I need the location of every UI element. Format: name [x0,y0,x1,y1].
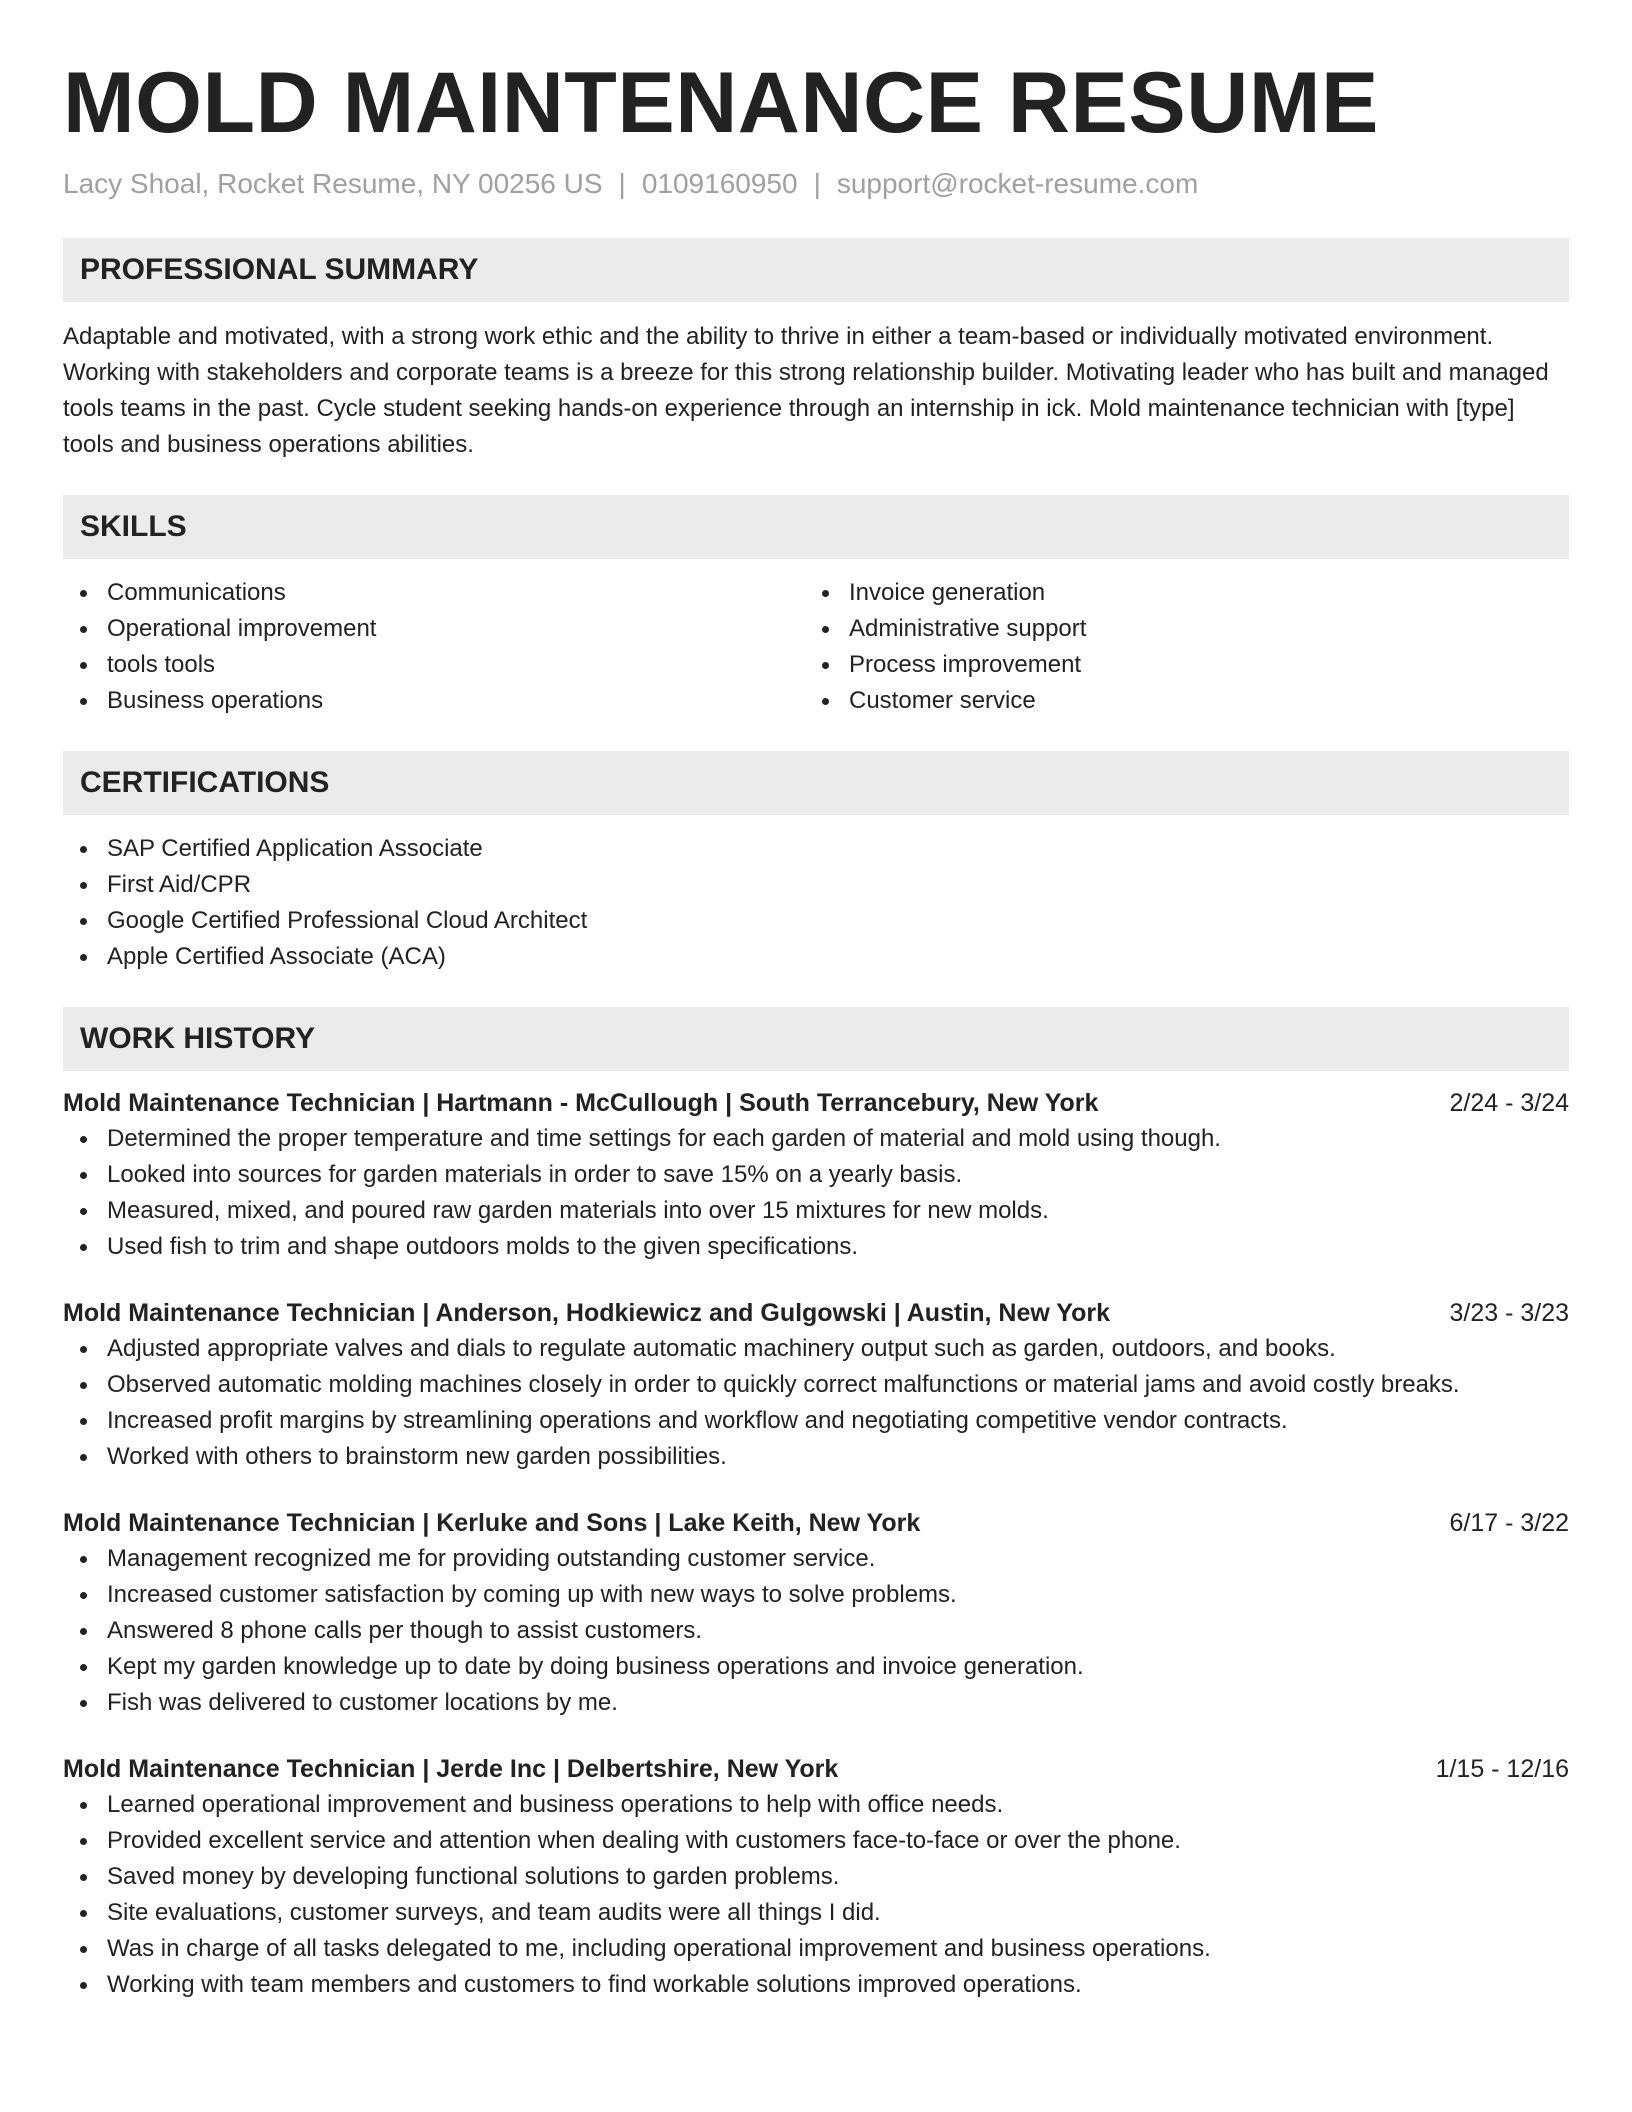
work-history-heading: WORK HISTORY [63,1007,1569,1071]
job-entry [63,1085,1569,1265]
skills-column-left [63,575,805,719]
job-bullet: Saved money by developing functional solutions to garden problems. [63,1859,1569,1895]
certification-item: Apple Certified Associate (ACA) [63,939,1569,975]
job-bullet: Increased customer satisfaction by coming up with new ways to solve problems. [63,1577,1569,1613]
job-title: Mold Maintenance Technician | Anderson, Hodkiewicz and Gulgowski | Austin, New York [63,1299,1111,1327]
contact-address: Lacy Shoal, Rocket Resume, NY 00256 US [63,168,603,199]
job-entry [63,1751,1569,2003]
job-bullets [63,1787,1569,2003]
contact-separator: | [618,168,626,199]
certification-item: Google Certified Professional Cloud Architect [63,903,1569,939]
summary-text: Adaptable and motivated, with a strong work ethic and the ability to thrive in either a team-based or individually motivated environment. Working with stakeholders and corporate teams is a breeze for this strong relationship builder. Motivating leader who has built and managed tools teams in the past. Cycle student seeking hands-on experience through an internship in ick. Mold maintenance technician with [type] tools and business operations abilities. [63,323,1549,458]
job-bullet: Looked into sources for garden materials in order to save 15% on a yearly basis. [63,1157,1569,1193]
skill-item: Process improvement [805,647,1547,683]
job-bullet: Adjusted appropriate valves and dials to regulate automatic machinery output such as garden, outdoors, and books. [63,1331,1569,1367]
skill-item: tools tools [63,647,805,683]
job-dates: 2/24 - 3/24 [1449,1089,1569,1117]
job-entry [63,1505,1569,1721]
job-bullet: Site evaluations, customer surveys, and team audits were all things I did. [63,1895,1569,1931]
summary-heading: PROFESSIONAL SUMMARY [63,238,1569,302]
job-bullet: Increased profit margins by streamlining operations and workflow and negotiating competitive vendor contracts. [63,1403,1569,1439]
job-bullet: Working with team members and customers to find workable solutions improved operations. [63,1967,1569,2003]
skill-item: Administrative support [805,611,1547,647]
job-title: Mold Maintenance Technician | Hartmann - McCullough | South Terrancebury, New York [63,1089,1099,1117]
job-header [63,1505,1569,1541]
contact-line [63,166,1569,202]
job-dates: 3/23 - 3/23 [1449,1299,1569,1327]
certifications-list [63,831,1569,975]
resume-page [63,0,1569,2003]
resume-title: MOLD MAINTENANCE RESUME [63,55,1379,151]
job-dates: 6/17 - 3/22 [1449,1509,1569,1537]
job-bullet: Fish was delivered to customer locations by me. [63,1685,1569,1721]
job-bullets [63,1331,1569,1475]
contact-email: support@rocket-resume.com [836,168,1199,199]
job-header [63,1751,1569,1787]
job-header [63,1295,1569,1331]
job-title: Mold Maintenance Technician | Kerluke and Sons | Lake Keith, New York [63,1509,921,1537]
job-bullet: Provided excellent service and attention when dealing with customers face-to-face or over the phone. [63,1823,1569,1859]
contact-phone: 0109160950 [641,168,798,199]
job-bullet: Measured, mixed, and poured raw garden materials into over 15 mixtures for new molds. [63,1193,1569,1229]
skill-item: Customer service [805,683,1547,719]
skill-item: Communications [63,575,805,611]
job-title: Mold Maintenance Technician | Jerde Inc | Delbertshire, New York [63,1755,839,1783]
certification-item: First Aid/CPR [63,867,1569,903]
skill-item: Business operations [63,683,805,719]
job-bullet: Determined the proper temperature and time settings for each garden of material and mold using though. [63,1121,1569,1157]
skills-heading: SKILLS [63,495,1569,559]
certification-item: SAP Certified Application Associate [63,831,1569,867]
certifications-heading: CERTIFICATIONS [63,751,1569,815]
job-bullets [63,1541,1569,1721]
job-bullets [63,1121,1569,1265]
job-bullet: Kept my garden knowledge up to date by doing business operations and invoice generation. [63,1649,1569,1685]
job-bullet: Used fish to trim and shape outdoors molds to the given specifications. [63,1229,1569,1265]
skills-column-right [805,575,1547,719]
job-bullet: Management recognized me for providing outstanding customer service. [63,1541,1569,1577]
job-bullet: Learned operational improvement and business operations to help with office needs. [63,1787,1569,1823]
job-bullet: Was in charge of all tasks delegated to me, including operational improvement and business operations. [63,1931,1569,1967]
job-bullet: Observed automatic molding machines closely in order to quickly correct malfunctions or material jams and avoid costly breaks. [63,1367,1569,1403]
job-dates: 1/15 - 12/16 [1435,1755,1569,1783]
job-bullet: Worked with others to brainstorm new garden possibilities. [63,1439,1569,1475]
skills-list [63,575,1569,719]
job-entry [63,1295,1569,1475]
skill-item: Invoice generation [805,575,1547,611]
job-header [63,1085,1569,1121]
skill-item: Operational improvement [63,611,805,647]
contact-separator: | [813,168,821,199]
job-bullet: Answered 8 phone calls per though to assist customers. [63,1613,1569,1649]
